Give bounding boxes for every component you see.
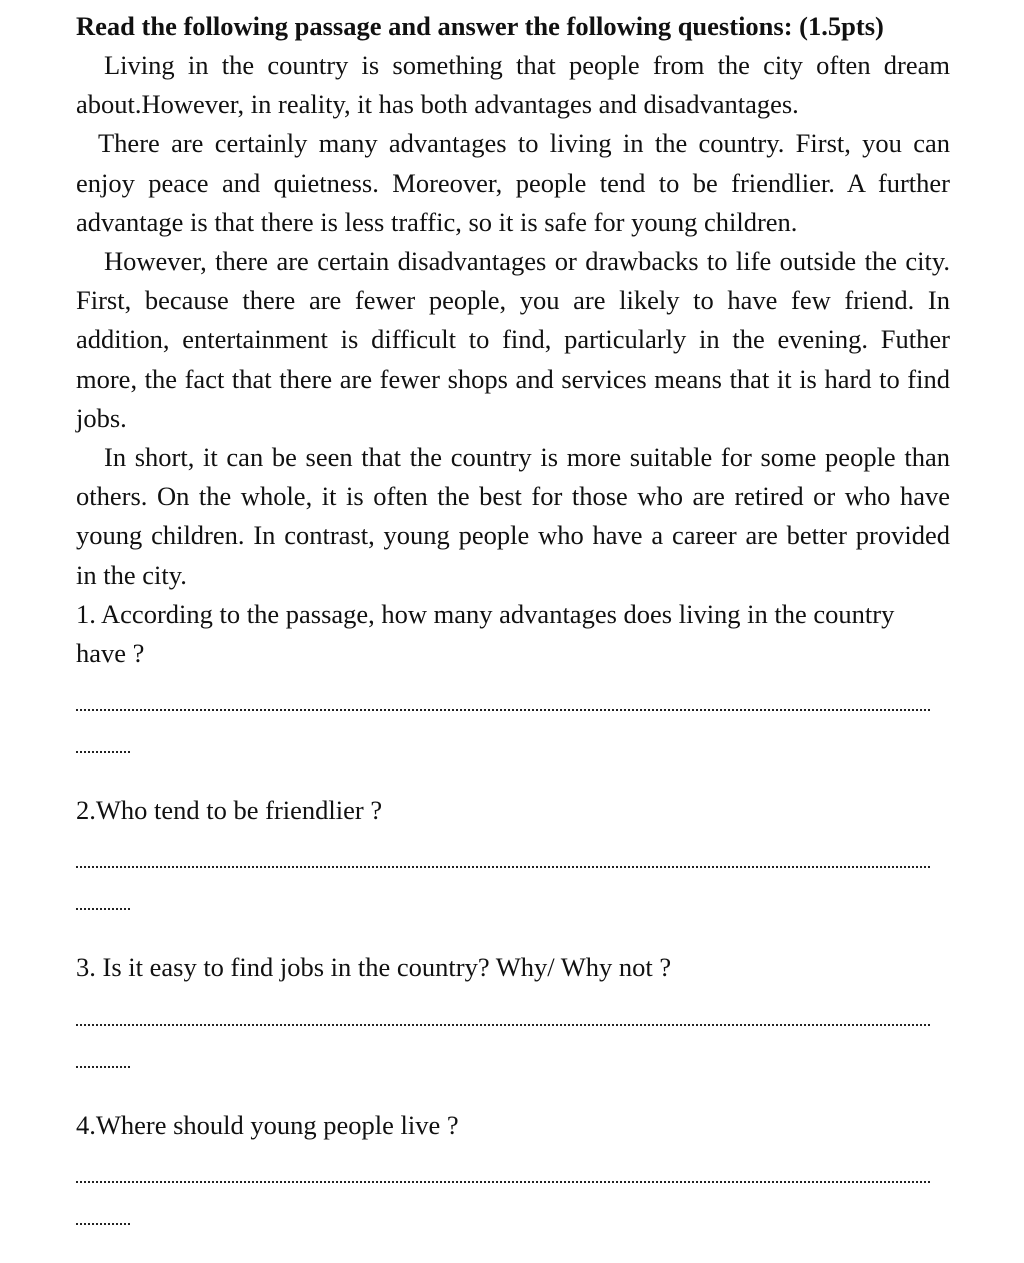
answer-dots-continued [76, 908, 130, 910]
answer-dots-continued [76, 751, 130, 753]
question-1: 1. According to the passage, how many advantages does living in the country have ? [76, 598, 895, 669]
answer-line-1[interactable] [76, 673, 950, 791]
passage-paragraph-4: In short, it can be seen that the country is more suitable for some people than others. On the whole, it is often the best for those who are retired or who have young children. In contrast, young people who have a career are better provided in the city. [76, 442, 950, 590]
answer-dots-continued [76, 1223, 130, 1225]
answer-dots [76, 866, 930, 868]
passage-paragraph-1: Living in the country is something that people from the city often dream about.However, in reality, it has both advantages and disadvantages. [76, 50, 950, 120]
passage-paragraph-3: However, there are certain disadvantages or drawbacks to life outside the city. First, because there are fewer people, you are likely to have few friend. In addition, entertainment is difficult to find, particularly in the evening. Futher more, the fact that there are fewer shops and services means that it is hard to find jobs. [76, 246, 950, 433]
answer-line-2[interactable] [76, 830, 950, 948]
passage-paragraph-2: There are certainly many advantages to living in the country. First, you can enjoy peace and quietness. Moreover, people tend to be friendlier. A further advantage is that there is less traffic, so it is safe for young children. [76, 128, 950, 237]
question-3: 3. Is it easy to find jobs in the country? Why/ Why not ? [76, 952, 672, 983]
question-4: 4.Where should young people live ? [76, 1109, 459, 1140]
question-2: 2.Who tend to be friendlier ? [76, 795, 383, 826]
answer-dots-continued [76, 1066, 130, 1068]
answer-dots [76, 1024, 930, 1026]
answer-line-4[interactable] [76, 1145, 950, 1263]
answer-line-3[interactable] [76, 988, 950, 1106]
exercise-heading: Read the following passage and answer the following questions: (1.5pts) [76, 11, 884, 41]
worksheet [76, 6, 950, 1263]
answer-dots [76, 1181, 930, 1183]
answer-dots [76, 709, 930, 711]
